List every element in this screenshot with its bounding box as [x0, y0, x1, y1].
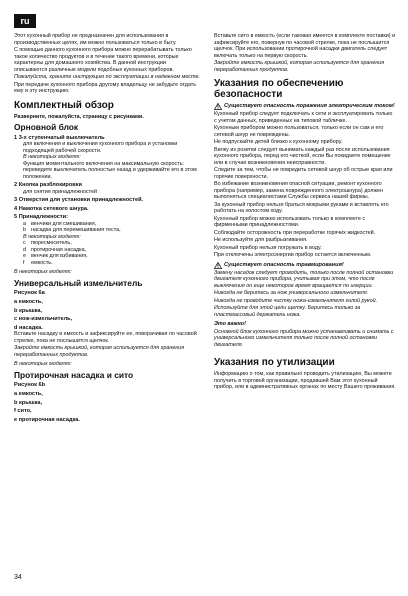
intro-paragraph: Этот кухонный прибор не предназначен для использования в производственных целях, им можно пользоваться только в быту.: [14, 33, 177, 46]
safety-paragraph: Кухонный прибор нельзя погружать в воду.: [214, 244, 322, 251]
universal-chopper-heading: Универсальный измельчитель: [14, 277, 143, 288]
figure-ref: Рисунок 6b: [14, 382, 46, 389]
safety-paragraph: Соблюдайте осторожность при переработке горячих жидкостей.: [214, 229, 376, 236]
list-item-title: 4 Намотка сетевого шнура.: [14, 205, 89, 212]
right-column: [214, 33, 396, 392]
intro-paragraph: При передаче кухонного прибора другому владельцу не забудьте отдать ему и эту инструкцию.: [14, 81, 197, 94]
safety-paragraph: Кухонный прибор следует подключать к сети и эксплуатировать только с учетом данных, приведенных на типовой табличке.: [214, 111, 393, 124]
warning-triangle-icon: [214, 262, 222, 269]
safety-paragraph: Не подпускайте детей близко к кухонному прибору.: [214, 139, 343, 145]
list-item-title: 3 Отверстия для установки принадлежностей.: [14, 197, 144, 204]
safety-paragraph: При отключены электроэнергии прибор остается включенным.: [214, 252, 372, 258]
important-paragraph: Основной блок кухонного прибора можно устанавливать и снимать с универсального измельчителя только после полной остановки двигателя.: [214, 328, 394, 348]
safety-paragraph: Вилку из розетки следует вынимать каждый раз после использования кухонного прибора, перед его чисткой, если Вы покидаете помещение или в случае возникновения неисправности.: [214, 146, 391, 166]
accessory-item: a венчики для смешивания,: [23, 220, 97, 227]
important-heading: Это важно!: [214, 321, 246, 327]
injury-paragraph: Никогда не проводите чистку ножа-измельчителя голой рукой.: [214, 297, 378, 304]
list-item-text: Функция моментального включения на максимальную скорость: переведите выключатель полностью назад и удерживайте его в этом положении.: [23, 160, 197, 180]
part-item: a емкость,: [14, 391, 43, 398]
model-note: В некоторых моделях:: [14, 361, 72, 368]
page-number: 34: [14, 574, 22, 581]
injury-warning: Существует опасность травмирования!: [214, 262, 396, 269]
model-note: В некоторых моделях:: [14, 269, 72, 276]
safety-heading: Указания по обеспечению безопасности: [214, 78, 344, 100]
accessory-item: c пюресмеситель,: [23, 240, 72, 247]
list-item-text: для включения и выключения кухонного прибора и установки подходящей рабочей скорости.: [23, 141, 178, 154]
grater-heading: Протирочная насадка и сито: [14, 369, 134, 380]
overview-heading: Комплектный обзор: [14, 99, 114, 111]
disposal-paragraph: Информацию о том, как правильно проводить утилизацию, Вы можете получить в торговой организации, продавшей Вам этот кухонный прибор, или в административных органах по месту Вашего проживания.: [214, 371, 396, 390]
disposal-heading: Указания по утилизации: [214, 357, 335, 368]
list-item-title: 2 Кнопка разблокировки: [14, 182, 82, 189]
injury-paragraph: Используйте для этой цели щетку. Беритесь только за пластмассовый держатель ножа.: [214, 305, 361, 318]
body-paragraph: Вставьте насадку в емкость и зафиксируйте ее, поворачивая по часовой стрелке, пока не послышится щелчок.: [14, 331, 197, 344]
safety-paragraph: За кухонный прибор нельзя браться мокрыми руками и вставлять его работать на холостом ходу.: [214, 201, 389, 214]
body-paragraph: Закройте емкость крышкой, которая используется для хранения переработанных продуктов.: [14, 345, 185, 358]
safety-paragraph: Во избежание возникновения опасной ситуации, ремонт кухонного прибора (например, замена поврежденного электрошнура) должен выполняться специалистами Службы сервиса нашей фирмы.: [214, 181, 383, 200]
accessory-item: b насадка для перемешивания теста,: [23, 227, 121, 234]
body-paragraph: Закройте емкость крышкой, которая используется для хранения переработанных продуктов.: [214, 60, 385, 73]
injury-paragraph: Замену насадок следует проводить, только после полной остановки двигателя кухонного прибора, учитывая при этом, что после выключения он еще некоторое время вращается по инерции.: [214, 269, 394, 289]
accessory-item: e венчик для взбивания,: [23, 253, 88, 260]
intro-paragraph: Пожалуйста, храните инструкцию по эксплуатации в надежном месте.: [14, 74, 200, 80]
list-item-text: для снятия принадлежностей: [23, 188, 98, 195]
part-item: b крышка,: [14, 307, 43, 314]
part-item: b крышка,: [14, 399, 43, 406]
safety-paragraph: Кухонным прибором можно пользоваться, только если он сам и его сетевой шнур не повреждены.: [214, 125, 384, 138]
basic-unit-heading: Орновной блок: [14, 122, 79, 132]
accessory-note: В некоторых моделях:: [23, 233, 81, 240]
body-paragraph: Вставьте сито в емкость (если таковая имеется в комплекте поставки) и зафиксируйте его, повернув по часовой стрелке, пока не послышится щелчок. При использовании протирочной насадки двигатель следует включать только на первую скорость.: [214, 33, 396, 59]
language-tag: ru: [14, 14, 36, 28]
part-item: e протирочная насадка.: [14, 416, 80, 423]
list-item-title: 1 3-х ступенчатый выключатель: [14, 134, 105, 141]
warning-triangle-icon: [214, 103, 222, 110]
part-item: f сито,: [14, 408, 32, 415]
accessory-item: d протирочная насадка,: [23, 246, 87, 253]
safety-paragraph: Следите за тем, чтобы не повредить сетевой шнур об острые края или горячие поверхности.: [214, 167, 393, 180]
list-item-title: 5 Принадлежности:: [14, 214, 68, 221]
left-column: [14, 33, 200, 423]
accessory-item: f емкость.: [23, 259, 53, 266]
part-item: a емкость,: [14, 299, 43, 306]
injury-paragraph: Никогда не беритесь за нож универсального измельчителя.: [214, 290, 369, 296]
safety-paragraph: Не используйте для разбрызгивания.: [214, 237, 308, 243]
safety-paragraph: Кухонный прибор можно использовать только в комплекте с фирменными принадлежностями.: [214, 215, 366, 228]
electric-warning: Существует опасность поражения электрическим током!: [214, 103, 396, 110]
figure-ref: Рисунок 6а: [14, 290, 45, 297]
overview-subheading: Разверните, пожалуйста, страницу с рисунками.: [14, 113, 144, 120]
list-item-note: В некоторых моделях:: [23, 154, 81, 161]
intro-paragraph: С помощью данного кухонного прибора можно перерабатывать только такое количество продуктов и в течение такого времени, которые характерны для домашнего хозяйства. В данной инструкции описываются различные модели подобных кухонных приборов.: [14, 47, 192, 73]
part-item: d насадка.: [14, 324, 43, 331]
part-item: c нож-измельчитель,: [14, 316, 73, 323]
